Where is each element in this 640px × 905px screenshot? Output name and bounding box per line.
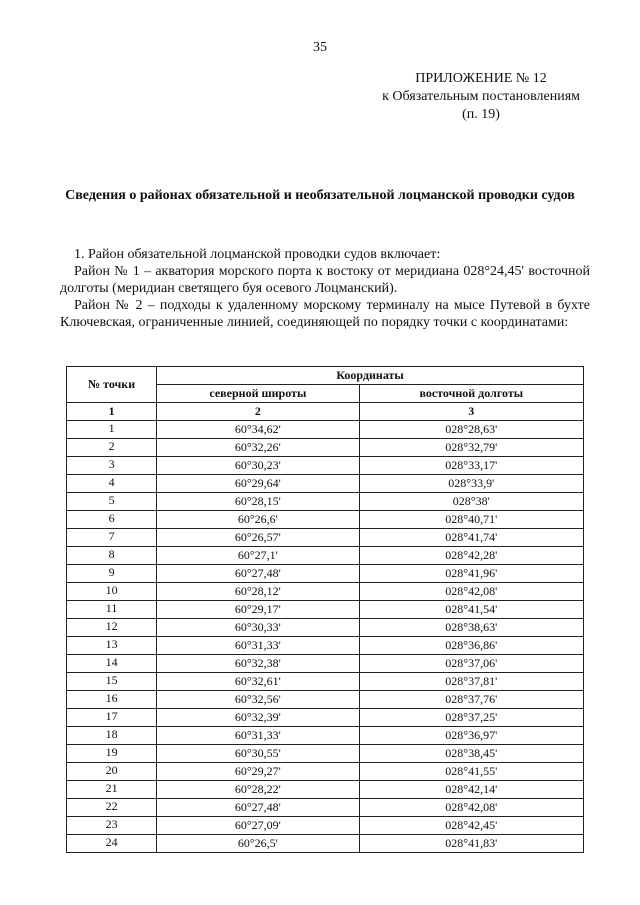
north-latitude-cell: 60°28,12' (157, 583, 359, 601)
appendix-clause: (п. 19) (462, 107, 500, 122)
table-row (67, 583, 584, 601)
north-latitude-cell: 60°30,23' (157, 457, 359, 475)
north-latitude-cell: 60°31,33' (157, 637, 359, 655)
point-cell: 12 (67, 619, 157, 637)
east-longitude-cell: 028°41,55' (359, 763, 583, 781)
colnum-1: 1 (67, 403, 157, 421)
table-row (67, 673, 584, 691)
east-longitude-cell: 028°41,54' (359, 601, 583, 619)
point-cell: 10 (67, 583, 157, 601)
east-longitude-cell: 028°37,76' (359, 691, 583, 709)
header-point: № точки (67, 367, 157, 403)
table-row (67, 655, 584, 673)
point-cell: 4 (67, 475, 157, 493)
point-cell: 11 (67, 601, 157, 619)
header-east: восточной долготы (359, 385, 583, 403)
north-latitude-cell: 60°30,55' (157, 745, 359, 763)
east-longitude-cell: 028°37,06' (359, 655, 583, 673)
coordinates-table (66, 366, 584, 853)
point-cell: 3 (67, 457, 157, 475)
east-longitude-cell: 028°33,17' (359, 457, 583, 475)
appendix-subtitle: к Обязательным постановлениям (382, 89, 580, 104)
north-latitude-cell: 60°29,64' (157, 475, 359, 493)
point-cell: 17 (67, 709, 157, 727)
north-latitude-cell: 60°32,61' (157, 673, 359, 691)
east-longitude-cell: 028°41,96' (359, 565, 583, 583)
table-row (67, 781, 584, 799)
table-row (67, 727, 584, 745)
colnum-3: 3 (359, 403, 583, 421)
point-cell: 1 (67, 421, 157, 439)
table-row (67, 745, 584, 763)
east-longitude-cell: 028°37,81' (359, 673, 583, 691)
table-row (67, 421, 584, 439)
table-row (67, 565, 584, 583)
point-cell: 5 (67, 493, 157, 511)
east-longitude-cell: 028°28,63' (359, 421, 583, 439)
point-cell: 22 (67, 799, 157, 817)
north-latitude-cell: 60°32,39' (157, 709, 359, 727)
header-north: северной широты (157, 385, 359, 403)
east-longitude-cell: 028°36,97' (359, 727, 583, 745)
table-row (67, 637, 584, 655)
east-longitude-cell: 028°42,45' (359, 817, 583, 835)
north-latitude-cell: 60°31,33' (157, 727, 359, 745)
north-latitude-cell: 60°27,09' (157, 817, 359, 835)
point-cell: 15 (67, 673, 157, 691)
east-longitude-cell: 028°32,79' (359, 439, 583, 457)
paragraph: 1. Район обязательной лоцманской проводки судов включает: (74, 247, 441, 262)
table-row (67, 601, 584, 619)
paragraph: Район № 1 – акватория морского порта к востоку от меридиана 028°24,45' восточной долготы (меридиан светящего буя осевого Лоцманский). (60, 264, 590, 296)
east-longitude-cell: 028°36,86' (359, 637, 583, 655)
table-row (67, 835, 584, 853)
appendix-header (382, 70, 580, 124)
table-header-row (67, 367, 584, 385)
point-cell: 21 (67, 781, 157, 799)
point-cell: 23 (67, 817, 157, 835)
table-colnum-row (67, 403, 584, 421)
paragraph: Район № 2 – подходы к удаленному морскому терминалу на мысе Путевой в бухте Ключевская, ограниченные линией, соединяющей по порядку точки с координатами: (60, 298, 590, 330)
north-latitude-cell: 60°27,48' (157, 799, 359, 817)
colnum-2: 2 (157, 403, 359, 421)
east-longitude-cell: 028°41,83' (359, 835, 583, 853)
body-text (60, 246, 590, 331)
point-cell: 19 (67, 745, 157, 763)
table-row (67, 439, 584, 457)
table-row (67, 511, 584, 529)
table-row (67, 457, 584, 475)
table-body (67, 421, 584, 853)
north-latitude-cell: 60°26,6' (157, 511, 359, 529)
north-latitude-cell: 60°28,22' (157, 781, 359, 799)
north-latitude-cell: 60°30,33' (157, 619, 359, 637)
north-latitude-cell: 60°29,17' (157, 601, 359, 619)
point-cell: 2 (67, 439, 157, 457)
table-row (67, 547, 584, 565)
table-row (67, 475, 584, 493)
table-row (67, 817, 584, 835)
east-longitude-cell: 028°37,25' (359, 709, 583, 727)
header-coordinates: Координаты (157, 367, 584, 385)
east-longitude-cell: 028°42,08' (359, 583, 583, 601)
table-row (67, 493, 584, 511)
north-latitude-cell: 60°32,38' (157, 655, 359, 673)
table-row (67, 619, 584, 637)
east-longitude-cell: 028°41,74' (359, 529, 583, 547)
point-cell: 8 (67, 547, 157, 565)
north-latitude-cell: 60°34,62' (157, 421, 359, 439)
appendix-title: ПРИЛОЖЕНИЕ № 12 (415, 71, 547, 86)
north-latitude-cell: 60°28,15' (157, 493, 359, 511)
point-cell: 20 (67, 763, 157, 781)
point-cell: 16 (67, 691, 157, 709)
north-latitude-cell: 60°26,5' (157, 835, 359, 853)
table-row (67, 709, 584, 727)
east-longitude-cell: 028°33,9' (359, 475, 583, 493)
east-longitude-cell: 028°40,71' (359, 511, 583, 529)
north-latitude-cell: 60°27,48' (157, 565, 359, 583)
north-latitude-cell: 60°32,26' (157, 439, 359, 457)
east-longitude-cell: 028°42,08' (359, 799, 583, 817)
point-cell: 14 (67, 655, 157, 673)
table-row (67, 529, 584, 547)
east-longitude-cell: 028°38' (359, 493, 583, 511)
point-cell: 24 (67, 835, 157, 853)
east-longitude-cell: 028°42,28' (359, 547, 583, 565)
point-cell: 18 (67, 727, 157, 745)
east-longitude-cell: 028°38,45' (359, 745, 583, 763)
table-row (67, 799, 584, 817)
table-row (67, 763, 584, 781)
north-latitude-cell: 60°27,1' (157, 547, 359, 565)
north-latitude-cell: 60°29,27' (157, 763, 359, 781)
east-longitude-cell: 028°38,63' (359, 619, 583, 637)
point-cell: 6 (67, 511, 157, 529)
east-longitude-cell: 028°42,14' (359, 781, 583, 799)
table-row (67, 691, 584, 709)
document-title: Сведения о районах обязательной и необязательной лоцманской проводки судов (65, 188, 575, 203)
north-latitude-cell: 60°32,56' (157, 691, 359, 709)
page-number: 35 (313, 40, 327, 55)
point-cell: 13 (67, 637, 157, 655)
point-cell: 9 (67, 565, 157, 583)
north-latitude-cell: 60°26,57' (157, 529, 359, 547)
point-cell: 7 (67, 529, 157, 547)
